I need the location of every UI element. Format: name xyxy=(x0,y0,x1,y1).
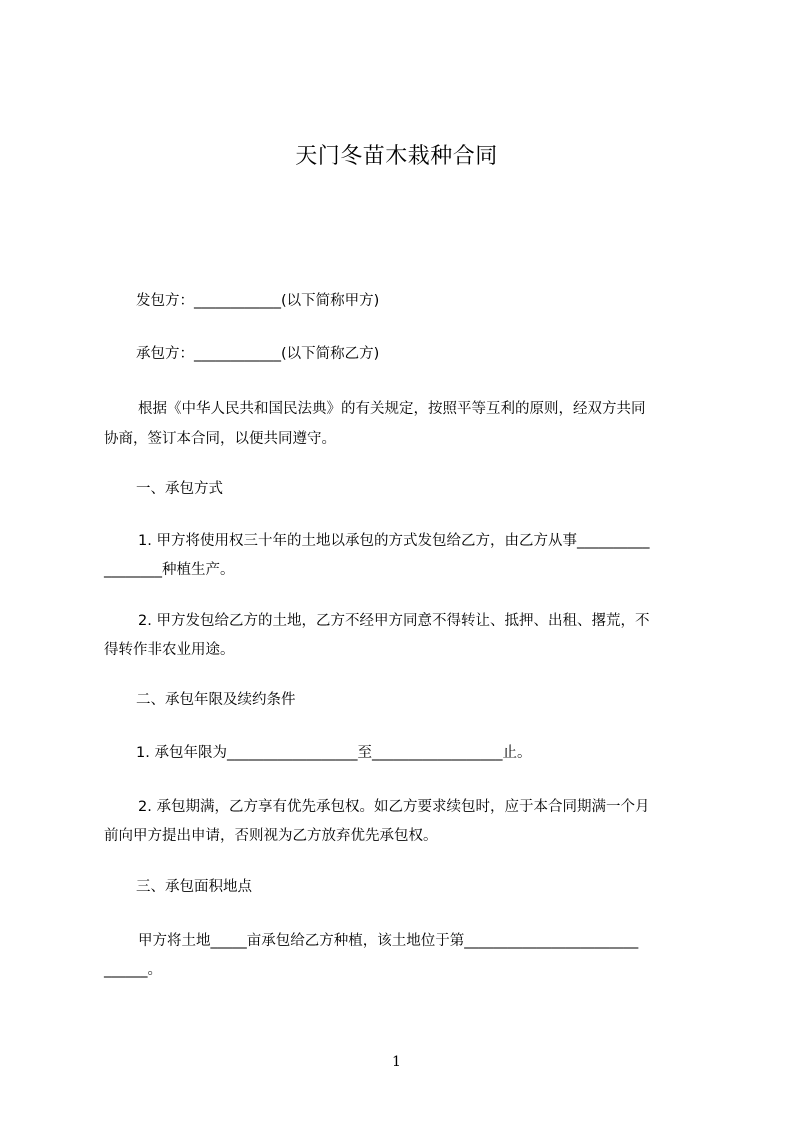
section-1-item-1-line1: 1. 甲方将使用权三十年的土地以承包的方式发包给乙方，由乙方从事__________ xyxy=(138,533,650,549)
section-2-item-1: 1. 承包年限为__________________至__________________止。 xyxy=(136,745,532,761)
party-b-line: 承包方：____________(以下简称乙方) xyxy=(136,346,380,362)
section-1-heading: 一、承包方式 xyxy=(136,481,223,497)
party-a-line: 发包方：____________(以下简称甲方) xyxy=(136,293,380,309)
intro-paragraph-line1: 根据《中华人民共和国民法典》的有关规定，按照平等互利的原则，经双方共同 xyxy=(138,401,646,417)
page-number: 1 xyxy=(392,1054,401,1070)
document-title: 天门冬苗木栽种合同 xyxy=(295,144,498,169)
section-3-line2: ______。 xyxy=(104,962,162,978)
section-1-item-1-line2: ________种植生产。 xyxy=(104,562,235,578)
section-2-item-2-line1: 2. 承包期满，乙方享有优先承包权。如乙方要求续包时，应于本合同期满一个月 xyxy=(138,799,650,815)
section-3-line1: 甲方将土地_____亩承包给乙方种植，该土地位于第________________________ xyxy=(138,933,639,949)
section-3-heading: 三、承包面积地点 xyxy=(136,879,252,895)
section-2-heading: 二、承包年限及续约条件 xyxy=(136,692,296,708)
section-1-item-2-line1: 2. 甲方发包给乙方的土地，乙方不经甲方同意不得转让、抵押、出租、撂荒，不 xyxy=(138,613,650,629)
section-2-item-2-line2: 前向甲方提出申请，否则视为乙方放弃优先承包权。 xyxy=(104,828,438,844)
section-1-item-2-line2: 得转作非农业用途。 xyxy=(104,642,235,658)
intro-paragraph-line2: 协商，签订本合同，以便共同遵守。 xyxy=(104,431,336,447)
